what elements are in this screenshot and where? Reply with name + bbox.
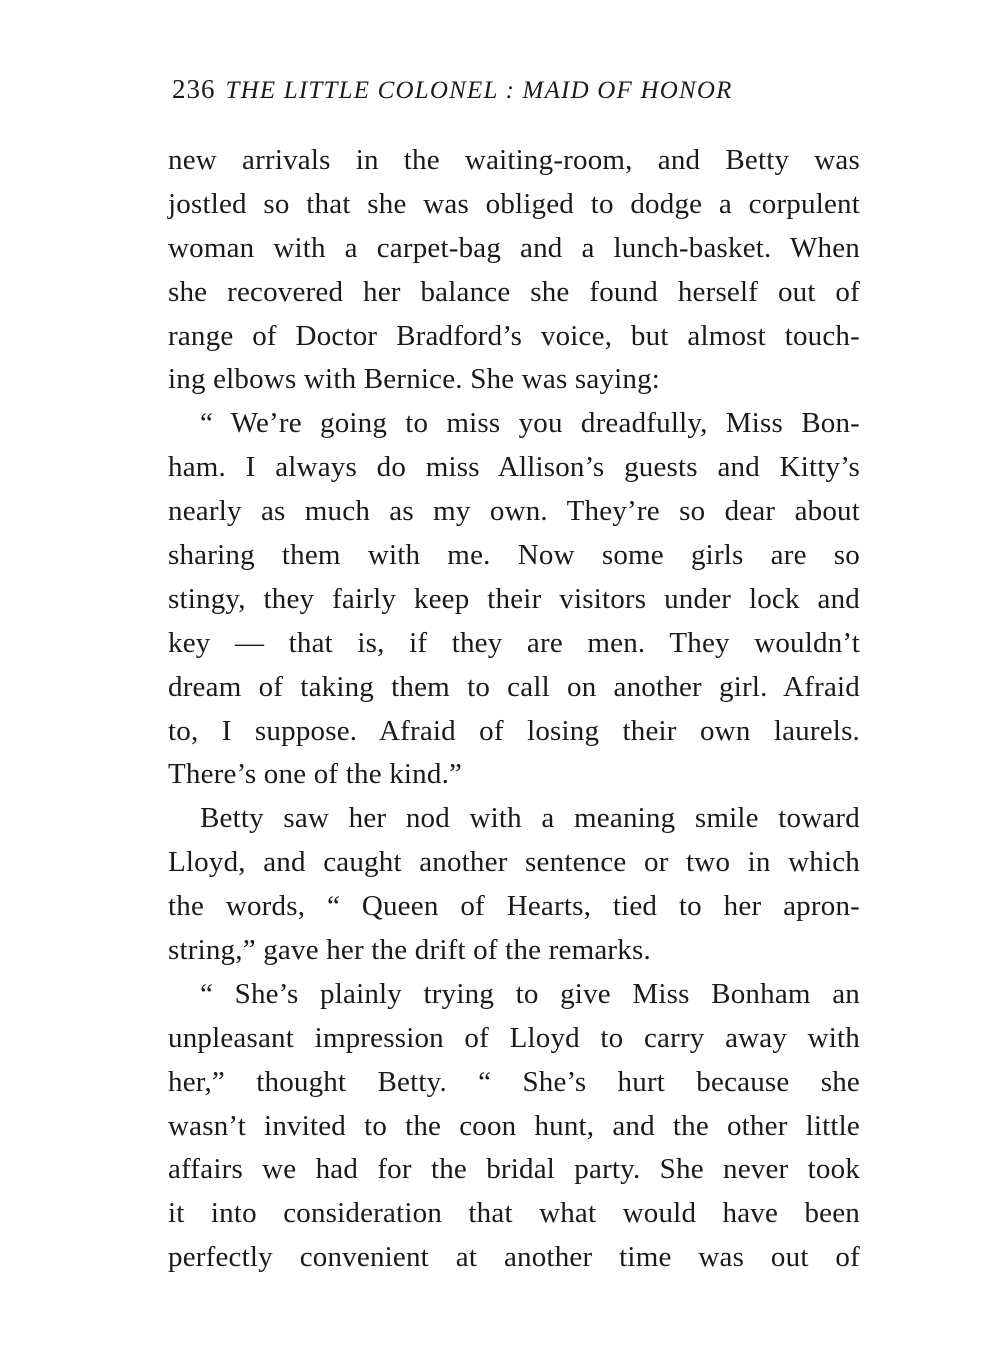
text-line: “ We’re going to miss you dreadfully, Miss Bon- — [200, 407, 860, 440]
text-line: affairs we had for the bridal party. She never took — [168, 1153, 860, 1186]
text-line: woman with a carpet-bag and a lunch-basket. When — [168, 231, 860, 264]
text-line: perfectly convenient at another time was out of — [168, 1241, 860, 1274]
text-line: “ She’s plainly trying to give Miss Bonham an — [200, 977, 860, 1010]
text-line: sharing them with me. Now some girls are so — [168, 539, 860, 572]
text-line: new arrivals in the waiting-room, and Betty was — [168, 144, 860, 176]
running-head — [172, 74, 872, 110]
text-line: the words, “ Queen of Hearts, tied to her apron- — [168, 890, 860, 923]
text-line: it into consideration that what would have been — [168, 1197, 860, 1230]
text-line: key — that is, if they are men. They wouldn’t — [168, 626, 860, 659]
body-text — [168, 139, 860, 1280]
text-line: to, I suppose. Afraid of losing their own laurels. — [168, 714, 860, 747]
text-line: Lloyd, and caught another sentence or two in which — [168, 846, 860, 879]
text-line: There’s one of the kind.” — [168, 758, 463, 791]
text-line: range of Doctor Bradford’s voice, but almost touch- — [168, 319, 860, 352]
book-title: THE LITTLE COLONEL : MAID OF HONOR — [225, 77, 733, 104]
text-line: stingy, they fairly keep their visitors under lock and — [168, 582, 860, 615]
text-line: ham. I always do miss Allison’s guests and Kitty’s — [168, 451, 860, 484]
text-line: nearly as much as my own. They’re so dear about — [168, 495, 860, 528]
text-line: jostled so that she was obliged to dodge a corpulent — [168, 187, 860, 220]
text-line: she recovered her balance she found herself out of — [168, 275, 860, 308]
text-line: wasn’t invited to the coon hunt, and the other little — [168, 1109, 860, 1142]
page-number: 236 — [172, 74, 216, 104]
text-line: her,” thought Betty. “ She’s hurt because she — [168, 1065, 860, 1098]
text-line: unpleasant impression of Lloyd to carry away with — [168, 1021, 860, 1054]
text-line: ing elbows with Bernice. She was saying: — [168, 363, 661, 396]
text-line: Betty saw her nod with a meaning smile toward — [200, 802, 860, 835]
text-line: dream of taking them to call on another girl. Afraid — [168, 670, 860, 703]
text-line: string,” gave her the drift of the remarks. — [168, 934, 651, 967]
